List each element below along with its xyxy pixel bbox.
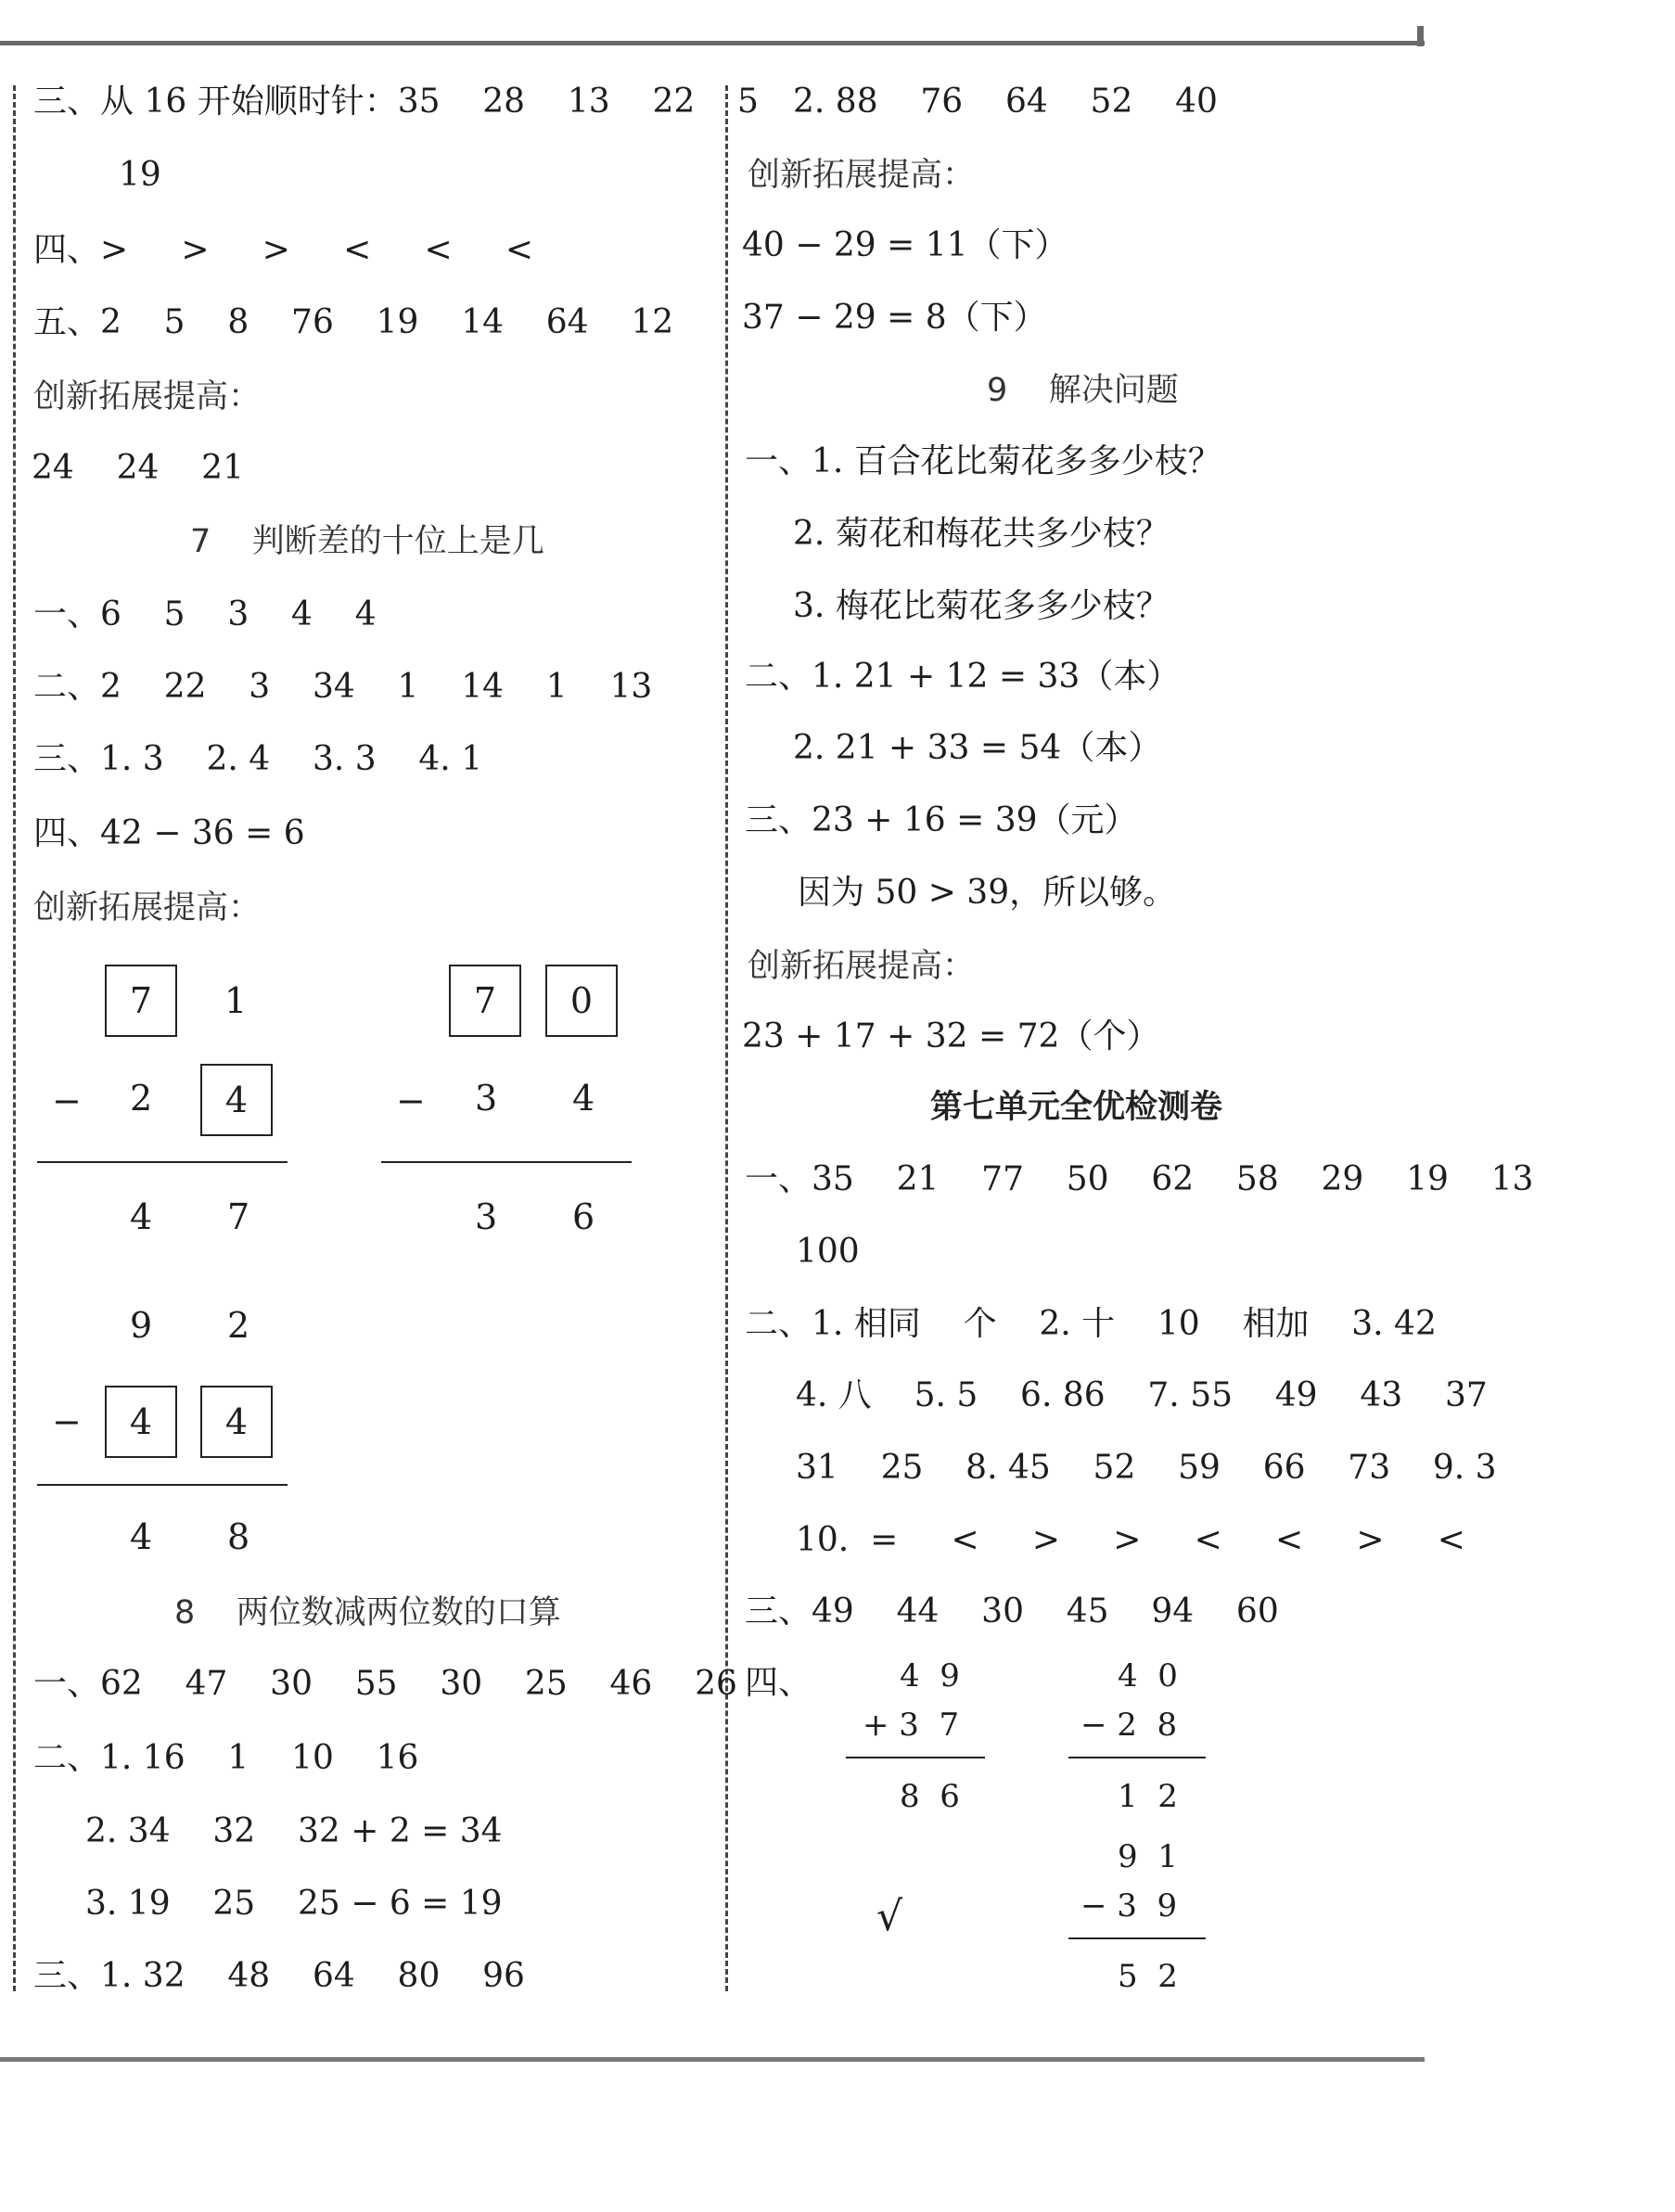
vcalc2-result: 1 2 <box>1118 1778 1178 1815</box>
right-line-8: 3. 梅花比菊花多多少枝？ <box>793 587 1170 625</box>
vcalc1-result: 8 6 <box>900 1778 960 1815</box>
puzzle1-b1: 2 <box>130 1078 153 1119</box>
left-line-8: 一、6 5 3 4 4 <box>33 595 377 633</box>
right-line-19: 4. 八 5. 5 6. 86 7. 55 49 43 37 <box>796 1376 1488 1414</box>
unit-7-test-title: 第七单元全优检测卷 <box>930 1089 1223 1126</box>
check-mark: √ <box>876 1893 903 1940</box>
right-line-11: 三、23 + 16 = 39（元） <box>745 801 1138 839</box>
right-line-23: 四、 <box>745 1664 812 1702</box>
puzzle2-box-a1: 7 <box>449 965 521 1037</box>
vcalc2-mid: − 2 8 <box>1080 1707 1178 1744</box>
vcalc3-line <box>1068 1937 1206 1939</box>
right-line-9: 二、1. 21 + 12 = 33（本） <box>745 658 1181 696</box>
left-line-17: 3. 19 25 25 − 6 = 19 <box>85 1885 503 1923</box>
right-line-21: 10. = < > > < < > < <box>796 1521 1465 1559</box>
right-section-extension-1: 创新拓展提高： <box>748 157 976 194</box>
puzzle3-line <box>37 1484 288 1486</box>
left-line-14: 一、62 47 30 55 30 25 46 26 <box>33 1665 737 1703</box>
left-line-9: 二、2 22 3 34 1 14 1 13 <box>33 668 653 706</box>
puzzle3-r1: 4 <box>130 1516 153 1557</box>
right-line-1: 2. 88 76 64 52 40 <box>793 83 1218 121</box>
left-line-2: 19 <box>119 156 161 194</box>
right-line-17: 100 <box>796 1233 860 1271</box>
right-line-3: 40 − 29 = 11（下） <box>742 226 1068 264</box>
vcalc1-mid: + 3 7 <box>863 1707 960 1744</box>
left-section-extension-1: 创新拓展提高： <box>33 378 262 416</box>
top-rule-end <box>1417 26 1424 46</box>
right-line-10: 2. 21 + 33 = 54（本） <box>793 729 1162 767</box>
puzzle3-operator: − <box>52 1401 82 1442</box>
lesson-8-title: 8 两位数减两位数的口算 <box>174 1594 561 1631</box>
puzzle2-b2: 4 <box>572 1078 595 1119</box>
left-line-10: 三、1. 3 2. 4 3. 3 4. 1 <box>33 740 483 778</box>
right-line-4: 37 − 29 = 8（下） <box>742 299 1047 337</box>
lesson-9-title: 9 解决问题 <box>987 372 1179 409</box>
vcalc2-top: 4 0 <box>1118 1657 1178 1694</box>
vcalc3-mid: − 3 9 <box>1080 1887 1178 1924</box>
top-rule <box>0 41 1425 45</box>
right-line-20: 31 25 8. 45 52 59 66 73 9. 3 <box>796 1449 1497 1487</box>
left-line-4: 五、2 5 8 76 19 14 64 12 <box>33 303 674 341</box>
puzzle3-a1: 9 <box>130 1305 153 1346</box>
left-section-extension-2: 创新拓展提高： <box>33 889 262 927</box>
left-line-16: 2. 34 32 32 + 2 = 34 <box>85 1812 503 1850</box>
right-section-extension-2: 创新拓展提高： <box>748 948 976 985</box>
puzzle2-line <box>381 1161 632 1163</box>
left-line-3: 四、> > > < < < <box>33 231 534 269</box>
bottom-rule <box>0 2057 1425 2062</box>
puzzle2-r1: 3 <box>475 1196 498 1237</box>
left-line-11: 四、42 − 36 = 6 <box>33 814 305 852</box>
right-line-22: 三、49 44 30 45 94 60 <box>745 1592 1279 1630</box>
puzzle1-box-a1: 7 <box>105 965 177 1037</box>
puzzle3-box-b1: 4 <box>105 1386 177 1458</box>
puzzle1-r1: 4 <box>130 1196 153 1237</box>
left-line-15: 二、1. 16 1 10 16 <box>33 1739 419 1777</box>
vcalc1-top: 4 9 <box>900 1657 960 1694</box>
right-line-14: 23 + 17 + 32 = 72（个） <box>742 1017 1160 1055</box>
right-line-16: 一、35 21 77 50 62 58 29 19 13 <box>745 1160 1534 1198</box>
right-line-6: 一、1. 百合花比菊花多多少枝？ <box>745 442 1221 480</box>
puzzle1-operator: − <box>52 1080 82 1121</box>
puzzle3-a2: 2 <box>227 1305 250 1346</box>
puzzle1-box-b2: 4 <box>200 1064 273 1136</box>
left-line-6: 24 24 21 <box>32 449 244 487</box>
vcalc2-line <box>1068 1757 1206 1758</box>
puzzle2-r2: 6 <box>572 1196 595 1237</box>
lesson-7-title: 7 判断差的十位上是几 <box>190 523 544 560</box>
left-line-1: 三、从 16 开始顺时针：35 28 13 22 5 <box>33 83 759 121</box>
puzzle1-r2: 7 <box>227 1196 250 1237</box>
right-line-12: 因为 50 > 39，所以够。 <box>798 874 1177 912</box>
puzzle3-r2: 8 <box>227 1516 250 1557</box>
puzzle2-operator: − <box>396 1080 426 1121</box>
puzzle3-box-b2: 4 <box>200 1386 273 1458</box>
puzzle1-line <box>37 1161 288 1163</box>
right-line-18: 二、1. 相同 个 2. 十 10 相加 3. 42 <box>745 1305 1437 1343</box>
puzzle2-box-a2: 0 <box>545 965 618 1037</box>
right-line-7: 2. 菊花和梅花共多少枝？ <box>793 515 1170 553</box>
left-margin-dash <box>13 85 16 1991</box>
vcalc3-result: 5 2 <box>1118 1958 1178 1995</box>
vcalc3-top: 9 1 <box>1118 1838 1178 1875</box>
left-line-18: 三、1. 32 48 64 80 96 <box>33 1957 525 1995</box>
vcalc1-line <box>846 1757 985 1758</box>
column-divider <box>725 85 728 1991</box>
puzzle1-a2: 1 <box>224 980 248 1021</box>
puzzle2-b1: 3 <box>475 1078 498 1119</box>
